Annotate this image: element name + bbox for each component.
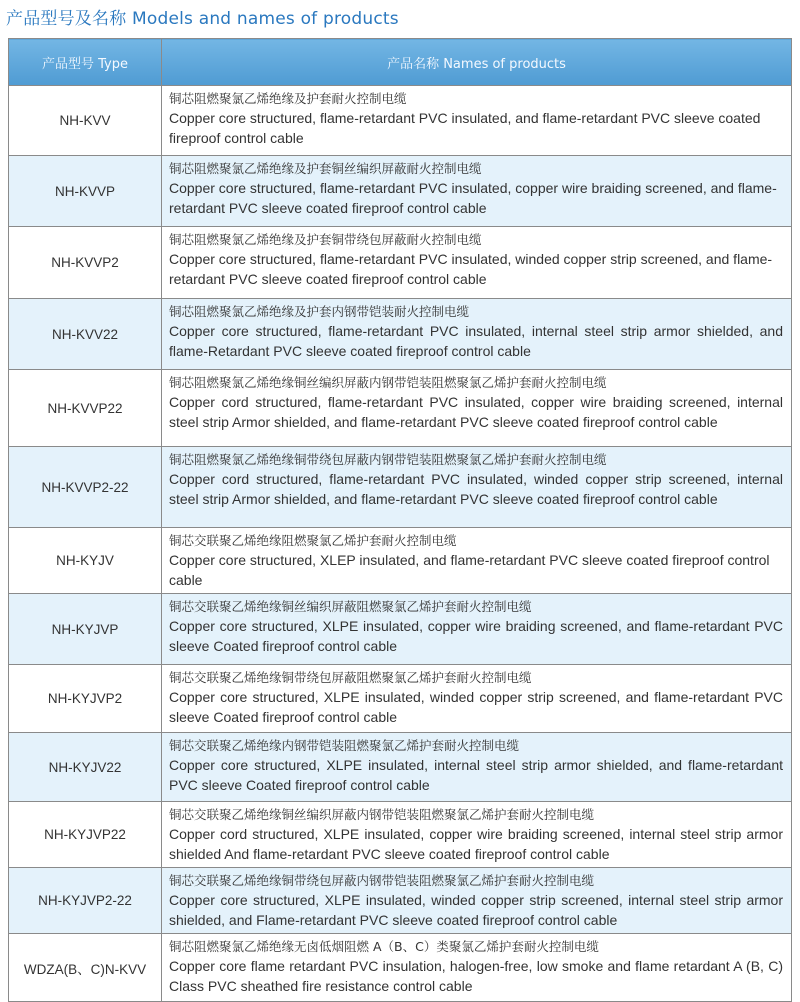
product-name-cn: 铜芯阻燃聚氯乙烯绝缘铜丝编织屏蔽内钢带铠装阻燃聚氯乙烯护套耐火控制电缆 — [169, 375, 607, 390]
model-type: NH-KVVP — [9, 156, 162, 227]
product-name-en: Copper core structured, XLPE insulated, copper wire braiding screened, and flame-retardant PVC sleeve Coated fireproof control cable — [169, 618, 783, 654]
model-type: NH-KVVP22 — [9, 370, 162, 447]
product-name — [162, 227, 792, 299]
product-name — [162, 802, 792, 868]
model-type: NH-KYJVP22 — [9, 802, 162, 868]
table-row — [9, 528, 792, 594]
model-type: NH-KYJV22 — [9, 733, 162, 802]
product-name-cn: 铜芯阻燃聚氯乙烯绝缘及护套铜带绕包屏蔽耐火控制电缆 — [169, 232, 482, 247]
product-name-cn: 铜芯阻燃聚氯乙烯绝缘及护套耐火控制电缆 — [169, 91, 407, 106]
table-row — [9, 447, 792, 528]
product-name-en: Copper core structured, XLPE insulated, internal steel strip armor shielded, and flame-retardant PVC sleeve Coated fireproof control cable — [169, 757, 783, 793]
model-type: NH-KVVP2 — [9, 227, 162, 299]
product-name-cn: 铜芯交联聚乙烯绝缘铜带绕包屏蔽内钢带铠装阻燃聚氯乙烯护套耐火控制电缆 — [169, 873, 595, 888]
product-name-en: Copper core structured, flame-retardant PVC insulated, internal steel strip armor shielded, and flame-Retardant PVC sleeve coated fireproof control cable — [169, 323, 783, 359]
product-name — [162, 447, 792, 528]
product-name — [162, 528, 792, 594]
table-row — [9, 733, 792, 802]
header-names-of-products: 产品名称 Names of products — [162, 39, 792, 86]
product-name-en: Copper cord structured, flame-retardant PVC insulated, winded copper strip screened, internal steel strip Armor shielded, and flame-retardant PVC sleeve coated fireproof control cable — [169, 471, 783, 507]
product-name-en: Copper core flame retardant PVC insulation, halogen-free, low smoke and flame retardant A (B, C) Class PVC sheathed fire resistance control cable — [169, 958, 783, 994]
model-type: NH-KVV — [9, 86, 162, 156]
product-name-en: Copper core structured, XLPE insulated, winded copper strip screened, internal steel strip armor shielded, and Flame-retardant PVC sleeve coated fireproof control cable — [169, 892, 783, 928]
product-name-en: Copper cord structured, flame-retardant PVC insulated, copper wire braiding screened, internal steel strip Armor shielded, and flame-retardant PVC sleeve coated fireproof control cable — [169, 394, 783, 430]
page-title: 产品型号及名称 Models and names of products — [6, 9, 399, 29]
table-row — [9, 299, 792, 370]
model-type: NH-KVVP2-22 — [9, 447, 162, 528]
table-row — [9, 370, 792, 447]
product-name — [162, 733, 792, 802]
table-header-row — [9, 39, 792, 86]
product-name-cn: 铜芯交联聚乙烯绝缘铜带绕包屏蔽阻燃聚氯乙烯护套耐火控制电缆 — [169, 670, 532, 685]
product-name — [162, 594, 792, 665]
products-table — [8, 38, 792, 1002]
table-row — [9, 227, 792, 299]
product-name-cn: 铜芯阻燃聚氯乙烯绝缘铜带绕包屏蔽内钢带铠装阻燃聚氯乙烯护套耐火控制电缆 — [169, 452, 607, 467]
product-name-cn: 铜芯交联聚乙烯绝缘铜丝编织屏蔽内钢带铠装阻燃聚氯乙烯护套耐火控制电缆 — [169, 807, 595, 822]
table-row — [9, 86, 792, 156]
table-row — [9, 868, 792, 934]
product-name-en: Copper core structured, flame-retardant PVC insulated, and flame-retardant PVC sleeve coated fireproof control cable — [169, 110, 761, 146]
product-name-cn: 铜芯交联聚乙烯绝缘阻燃聚氯乙烯护套耐火控制电缆 — [169, 533, 457, 548]
product-name — [162, 299, 792, 370]
product-name-en: Copper core structured, XLPE insulated, winded copper strip screened, and flame-retardant PVC sleeve Coated fireproof control cable — [169, 689, 783, 725]
product-name — [162, 665, 792, 733]
product-name-en: Copper core structured, flame-retardant PVC insulated, winded copper strip screened, and flame-retardant PVC sleeve coated fireproof control cable — [169, 251, 773, 287]
table-row — [9, 156, 792, 227]
product-name-en: Copper core structured, flame-retardant PVC insulated, copper wire braiding screened, and flame-retardant PVC sleeve coated fireproof control cable — [169, 180, 777, 216]
table-row — [9, 934, 792, 1002]
table-row — [9, 802, 792, 868]
table-row — [9, 594, 792, 665]
model-type: NH-KVV22 — [9, 299, 162, 370]
model-type: NH-KYJVP — [9, 594, 162, 665]
model-type: NH-KYJVP2-22 — [9, 868, 162, 934]
product-name-cn: 铜芯交联聚乙烯绝缘铜丝编织屏蔽阻燃聚氯乙烯护套耐火控制电缆 — [169, 599, 532, 614]
header-type: 产品型号 Type — [9, 39, 162, 86]
product-name-en: Copper cord structured, XLPE insulated, copper wire braiding screened, internal steel strip armor shielded And flame-retardant PVC sleeve coated fireproof control cable — [169, 826, 783, 862]
product-name — [162, 868, 792, 934]
product-name — [162, 934, 792, 1002]
model-type: WDZA(B、C)N-KVV — [9, 934, 162, 1002]
table-row — [9, 665, 792, 733]
product-name — [162, 370, 792, 447]
product-name — [162, 86, 792, 156]
product-name-cn: 铜芯交联聚乙烯绝缘内钢带铠装阻燃聚氯乙烯护套耐火控制电缆 — [169, 738, 520, 753]
product-name-cn: 铜芯阻燃聚氯乙烯绝缘及护套铜丝编织屏蔽耐火控制电缆 — [169, 161, 482, 176]
model-type: NH-KYJVP2 — [9, 665, 162, 733]
product-name — [162, 156, 792, 227]
model-type: NH-KYJV — [9, 528, 162, 594]
product-name-cn: 铜芯阻燃聚氯乙烯绝缘无卤低烟阻燃 A（B、C）类聚氯乙烯护套耐火控制电缆 — [169, 939, 599, 954]
product-name-en: Copper core structured, XLEP insulated, and flame-retardant PVC sleeve coated fireproof control cable — [169, 552, 770, 588]
product-name-cn: 铜芯阻燃聚氯乙烯绝缘及护套内钢带铠装耐火控制电缆 — [169, 304, 470, 319]
